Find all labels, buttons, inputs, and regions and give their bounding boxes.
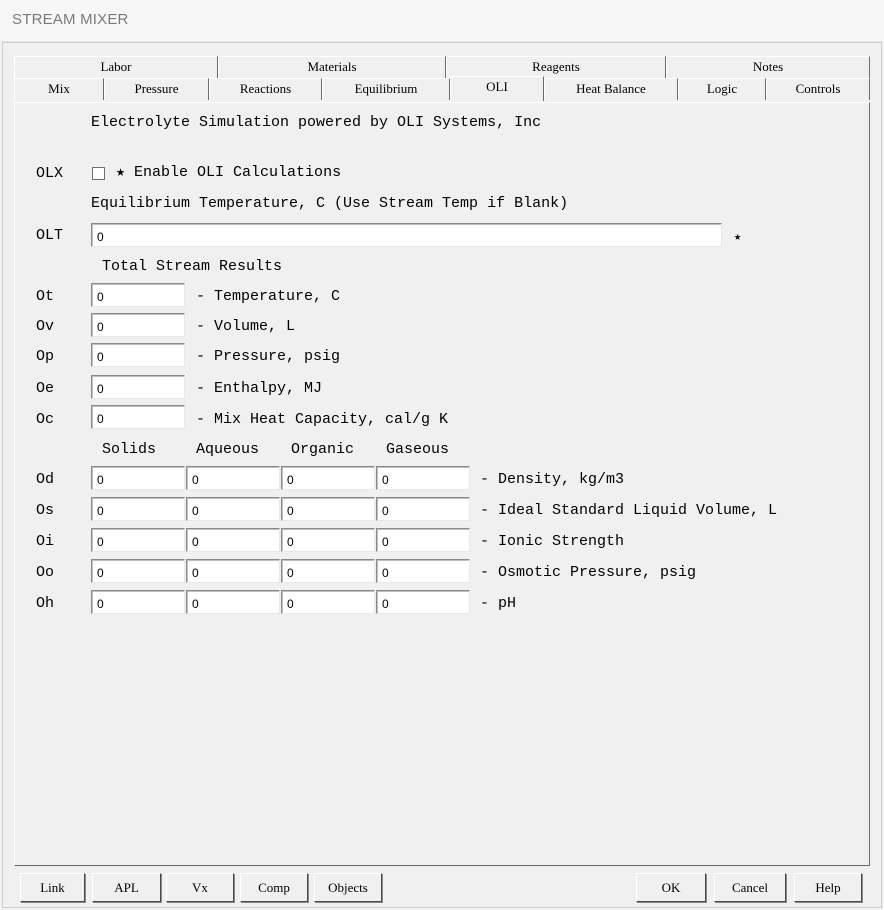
os-label: - Ideal Standard Liquid Volume, L bbox=[480, 502, 778, 519]
od-code: Od bbox=[36, 471, 55, 488]
tab-logic[interactable]: Logic bbox=[678, 78, 766, 100]
od-aqueous-field[interactable] bbox=[186, 466, 280, 490]
os-solids-field[interactable] bbox=[91, 497, 185, 521]
link-button[interactable]: Link bbox=[20, 873, 85, 902]
ot-code: Ot bbox=[36, 288, 55, 305]
os-gaseous-field[interactable] bbox=[376, 497, 470, 521]
tab-equilibrium[interactable]: Equilibrium bbox=[322, 78, 450, 100]
ot-field[interactable] bbox=[91, 283, 185, 307]
oo-aqueous-field[interactable] bbox=[186, 559, 280, 583]
oh-aqueous-field[interactable] bbox=[186, 590, 280, 614]
od-organic-field[interactable] bbox=[281, 466, 375, 490]
oh-solids-field[interactable] bbox=[91, 590, 185, 614]
header-gaseous: Gaseous bbox=[386, 441, 450, 458]
comp-button[interactable]: Comp bbox=[240, 873, 308, 902]
oi-solids-field[interactable] bbox=[91, 528, 185, 552]
oo-organic-field[interactable] bbox=[281, 559, 375, 583]
od-solids-field[interactable] bbox=[91, 466, 185, 490]
op-code: Op bbox=[36, 348, 55, 365]
apl-button[interactable]: APL bbox=[92, 873, 161, 902]
oo-code: Oo bbox=[36, 564, 55, 581]
oi-organic-field[interactable] bbox=[281, 528, 375, 552]
window-title: STREAM MIXER bbox=[12, 11, 129, 28]
od-label: - Density, kg/m3 bbox=[480, 471, 625, 488]
olt-code: OLT bbox=[36, 227, 64, 244]
oi-label: - Ionic Strength bbox=[480, 533, 625, 550]
od-gaseous-field[interactable] bbox=[376, 466, 470, 490]
enable-oli-checkbox[interactable] bbox=[92, 167, 105, 180]
header-solids: Solids bbox=[102, 441, 157, 458]
vx-button[interactable]: Vx bbox=[166, 873, 234, 902]
oi-code: Oi bbox=[36, 533, 55, 550]
os-organic-field[interactable] bbox=[281, 497, 375, 521]
oe-label: - Enthalpy, MJ bbox=[196, 380, 323, 397]
oh-label: - pH bbox=[480, 595, 517, 612]
os-code: Os bbox=[36, 502, 55, 519]
oli-header-text: Electrolyte Simulation powered by OLI Systems, Inc bbox=[91, 114, 542, 131]
oh-gaseous-field[interactable] bbox=[376, 590, 470, 614]
oh-code: Oh bbox=[36, 595, 55, 612]
op-label: - Pressure, psig bbox=[196, 348, 341, 365]
oc-code: Oc bbox=[36, 411, 55, 428]
header-aqueous: Aqueous bbox=[196, 441, 260, 458]
oo-label: - Osmotic Pressure, psig bbox=[480, 564, 697, 581]
oc-label: - Mix Heat Capacity, cal/g K bbox=[196, 411, 449, 428]
help-button[interactable]: Help bbox=[794, 873, 862, 902]
olx-code: OLX bbox=[36, 165, 64, 182]
total-results-label: Total Stream Results bbox=[102, 258, 283, 275]
oo-gaseous-field[interactable] bbox=[376, 559, 470, 583]
tab-heat-balance[interactable]: Heat Balance bbox=[544, 78, 678, 100]
ok-button[interactable]: OK bbox=[636, 873, 706, 902]
oe-code: Oe bbox=[36, 380, 55, 397]
oh-organic-field[interactable] bbox=[281, 590, 375, 614]
tab-controls[interactable]: Controls bbox=[766, 78, 870, 100]
ov-field[interactable] bbox=[91, 313, 185, 337]
tab-reagents[interactable]: Reagents bbox=[446, 56, 666, 78]
cancel-button[interactable]: Cancel bbox=[714, 873, 786, 902]
os-aqueous-field[interactable] bbox=[186, 497, 280, 521]
title-bar bbox=[0, 0, 884, 42]
olt-field[interactable] bbox=[91, 223, 722, 247]
tab-pressure[interactable]: Pressure bbox=[104, 78, 209, 100]
eq-temp-label: Equilibrium Temperature, C (Use Stream Temp if Blank) bbox=[91, 195, 569, 212]
tab-notes[interactable]: Notes bbox=[666, 56, 870, 78]
oi-aqueous-field[interactable] bbox=[186, 528, 280, 552]
op-field[interactable] bbox=[91, 343, 185, 367]
ov-label: - Volume, L bbox=[196, 318, 296, 335]
ov-code: Ov bbox=[36, 318, 55, 335]
enable-oli-label: ★ Enable OLI Calculations bbox=[116, 164, 342, 181]
oe-field[interactable] bbox=[91, 375, 185, 399]
ot-label: - Temperature, C bbox=[196, 288, 341, 305]
tab-labor[interactable]: Labor bbox=[14, 56, 218, 78]
tab-oli[interactable]: OLI bbox=[450, 76, 544, 101]
olt-required-mark: ★ bbox=[734, 230, 742, 244]
tab-mix[interactable]: Mix bbox=[14, 78, 104, 100]
objects-button[interactable]: Objects bbox=[314, 873, 382, 902]
tab-materials[interactable]: Materials bbox=[218, 56, 446, 78]
header-organic: Organic bbox=[291, 441, 355, 458]
oi-gaseous-field[interactable] bbox=[376, 528, 470, 552]
tab-reactions[interactable]: Reactions bbox=[209, 78, 322, 100]
oo-solids-field[interactable] bbox=[91, 559, 185, 583]
oc-field[interactable] bbox=[91, 405, 185, 429]
